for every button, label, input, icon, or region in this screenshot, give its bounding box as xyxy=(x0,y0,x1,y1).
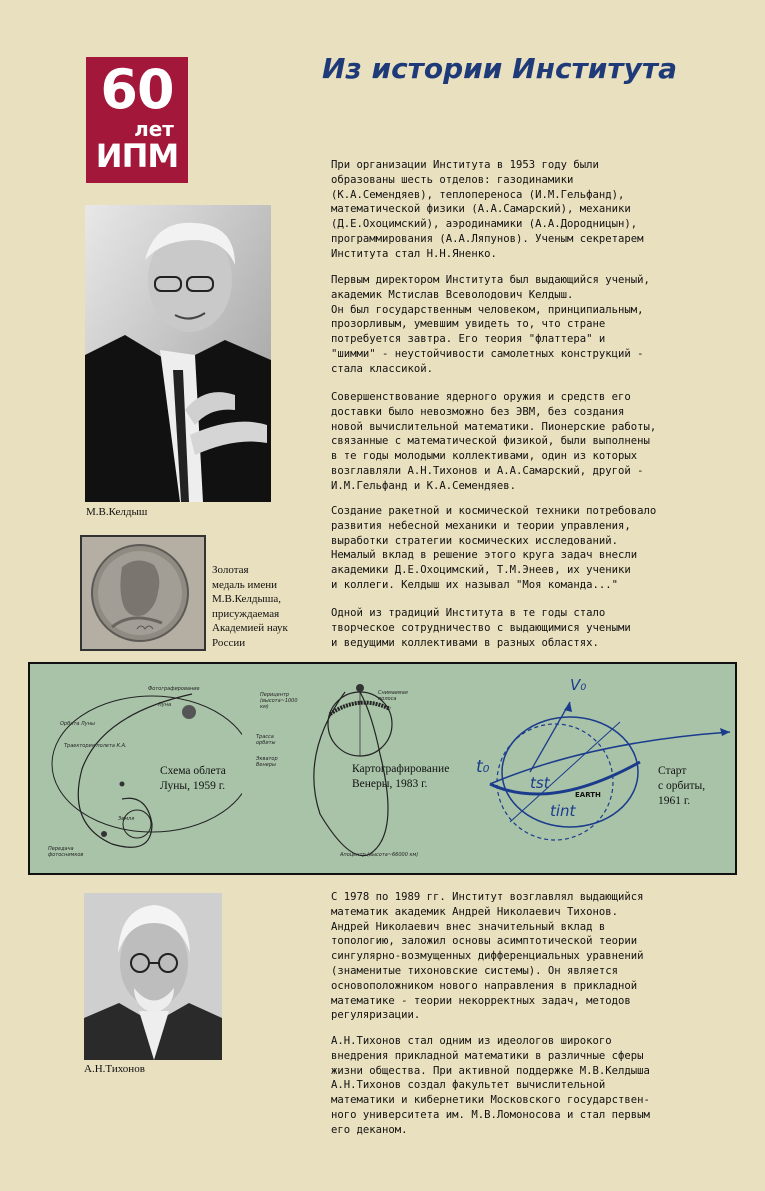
diagrams-band xyxy=(28,662,737,875)
keldysh-photo xyxy=(85,205,271,502)
medal-caption: Золотая медаль имени М.В.Келдыша, присуждаемая Академией наук России xyxy=(212,564,288,649)
paragraph-traditions: Одной из традиций Института в те годы стало творческое сотрудничество с выдающимися учеными и ведущими коллективами в разных областях. xyxy=(331,607,631,649)
orbit-earth-label: EARTH xyxy=(575,791,601,799)
keldysh-caption: М.В.Келдыш xyxy=(86,506,148,518)
moon-orbit-label: Орбита Луны xyxy=(60,721,95,727)
logo-number: 60 xyxy=(100,58,174,121)
tikhonov-caption: А.Н.Тихонов xyxy=(84,1063,145,1075)
moon-earth-label: Земля xyxy=(118,816,135,822)
logo-acronym: ИПМ xyxy=(95,137,179,175)
tikhonov-photo xyxy=(84,893,222,1060)
venus-equator-label: Экватор Венеры xyxy=(256,756,278,768)
paragraph-space: Создание ракетной и космической техники потребовало развития небесной механики и теории управления, выработки стратегии космических исследований. Немалый вклад в решение этого круга задач внесли академики Д.Е.Охоцимский, Т.М.Энеев, их ученики и коллеги. Келдыш их называл "Моя команда..." xyxy=(331,505,657,591)
venus-latitude-label: Трасса орбиты xyxy=(256,734,276,746)
moon-traj-label: Траектория полета К.А. xyxy=(64,743,127,749)
venus-apocenter-label: Апоцентр (высота~66000 км) xyxy=(340,852,419,858)
moon-caption: Схема облета Луны, 1959 г. xyxy=(160,765,226,792)
orbit-tint: tint xyxy=(550,802,576,820)
medal-image xyxy=(80,535,206,651)
orbit-tst: tst xyxy=(530,774,550,792)
page-title: Из истории Института xyxy=(322,52,677,85)
logo-years: лет xyxy=(134,117,174,141)
paragraph-tikhonov-director: С 1978 по 1989 гг. Институт возглавлял выдающийся математик академик Андрей Николаевич Тихонов. Андрей Николаевич внес значительный вклад в топологию, заложил основы асимптотической теории сингулярно-возмущенных дифференциальных уравнений (знаменитые тихоновские системы). Он является основоположником нового направления в прикладной математике - теории некорректных задач, методов регуляризации. xyxy=(331,891,644,1022)
orbit-t0: t₀ xyxy=(476,757,490,777)
paragraph-tikhonov-faculty: А.Н.Тихонов стал одним из идеологов широкого внедрения прикладной математики в различные сферы жизни общества. При активной поддержке М.В.Келдыша А.Н.Тихонов создал факультет вычислительной математики и кибернетики Московского государствен- ного университета им. М.В.Ломоносова и стал первым его деканом. xyxy=(331,1035,650,1136)
anniversary-logo xyxy=(86,57,188,183)
venus-caption: Картографирование Венеры, 1983 г. xyxy=(352,763,450,790)
venus-survey-label: Снимаемая полоса xyxy=(378,690,408,702)
venus-pericenter-label: Перицентр (высота~1000 км) xyxy=(260,692,298,710)
moon-transfer-label: Передача фотоснимков xyxy=(48,846,84,858)
paragraph-departments: При организации Института в 1953 году были образованы шесть отделов: газодинамики (К.А.Семендяев), теплопереноса (И.М.Гельфанд), математической физики (А.А.Самарский), механики (Д.Е.Охоцимский), аэродинамики (А.А.Дородницын), программирования (А.А.Ляпунов). Ученым секретарем Института стал Н.Н.Яненко. xyxy=(331,159,644,260)
orbit-v0: V₀ xyxy=(570,676,587,694)
paragraph-keldysh: Первым директором Института был выдающийся ученый, академик Мстислав Всеволодович Келдыш. Он был государственным человеком, принципиальным, прозорливым, умевшим увидеть то, что стране потребуется завтра. Его теория "флаттера" и "шимми" - неустойчивости самолетных конструкций - стала классикой. xyxy=(331,274,650,375)
moon-photo-label: Фотографирование xyxy=(148,686,200,692)
paragraph-nuclear: Совершенствование ядерного оружия и средств его доставки было невозможно без ЭВМ, без создания новой вычислительной математики. Пионерские работы, связанные с математической физикой, были выполнены в те годы молодыми коллективами, один из которых возглавляли А.Н.Тихонов и А.А.Самарский, другой - И.М.Гельфанд и К.А.Семендяев. xyxy=(331,391,657,492)
moon-label-moon: Луна xyxy=(158,702,172,708)
orbit-caption: Старт с орбиты, 1961 г. xyxy=(658,765,706,807)
